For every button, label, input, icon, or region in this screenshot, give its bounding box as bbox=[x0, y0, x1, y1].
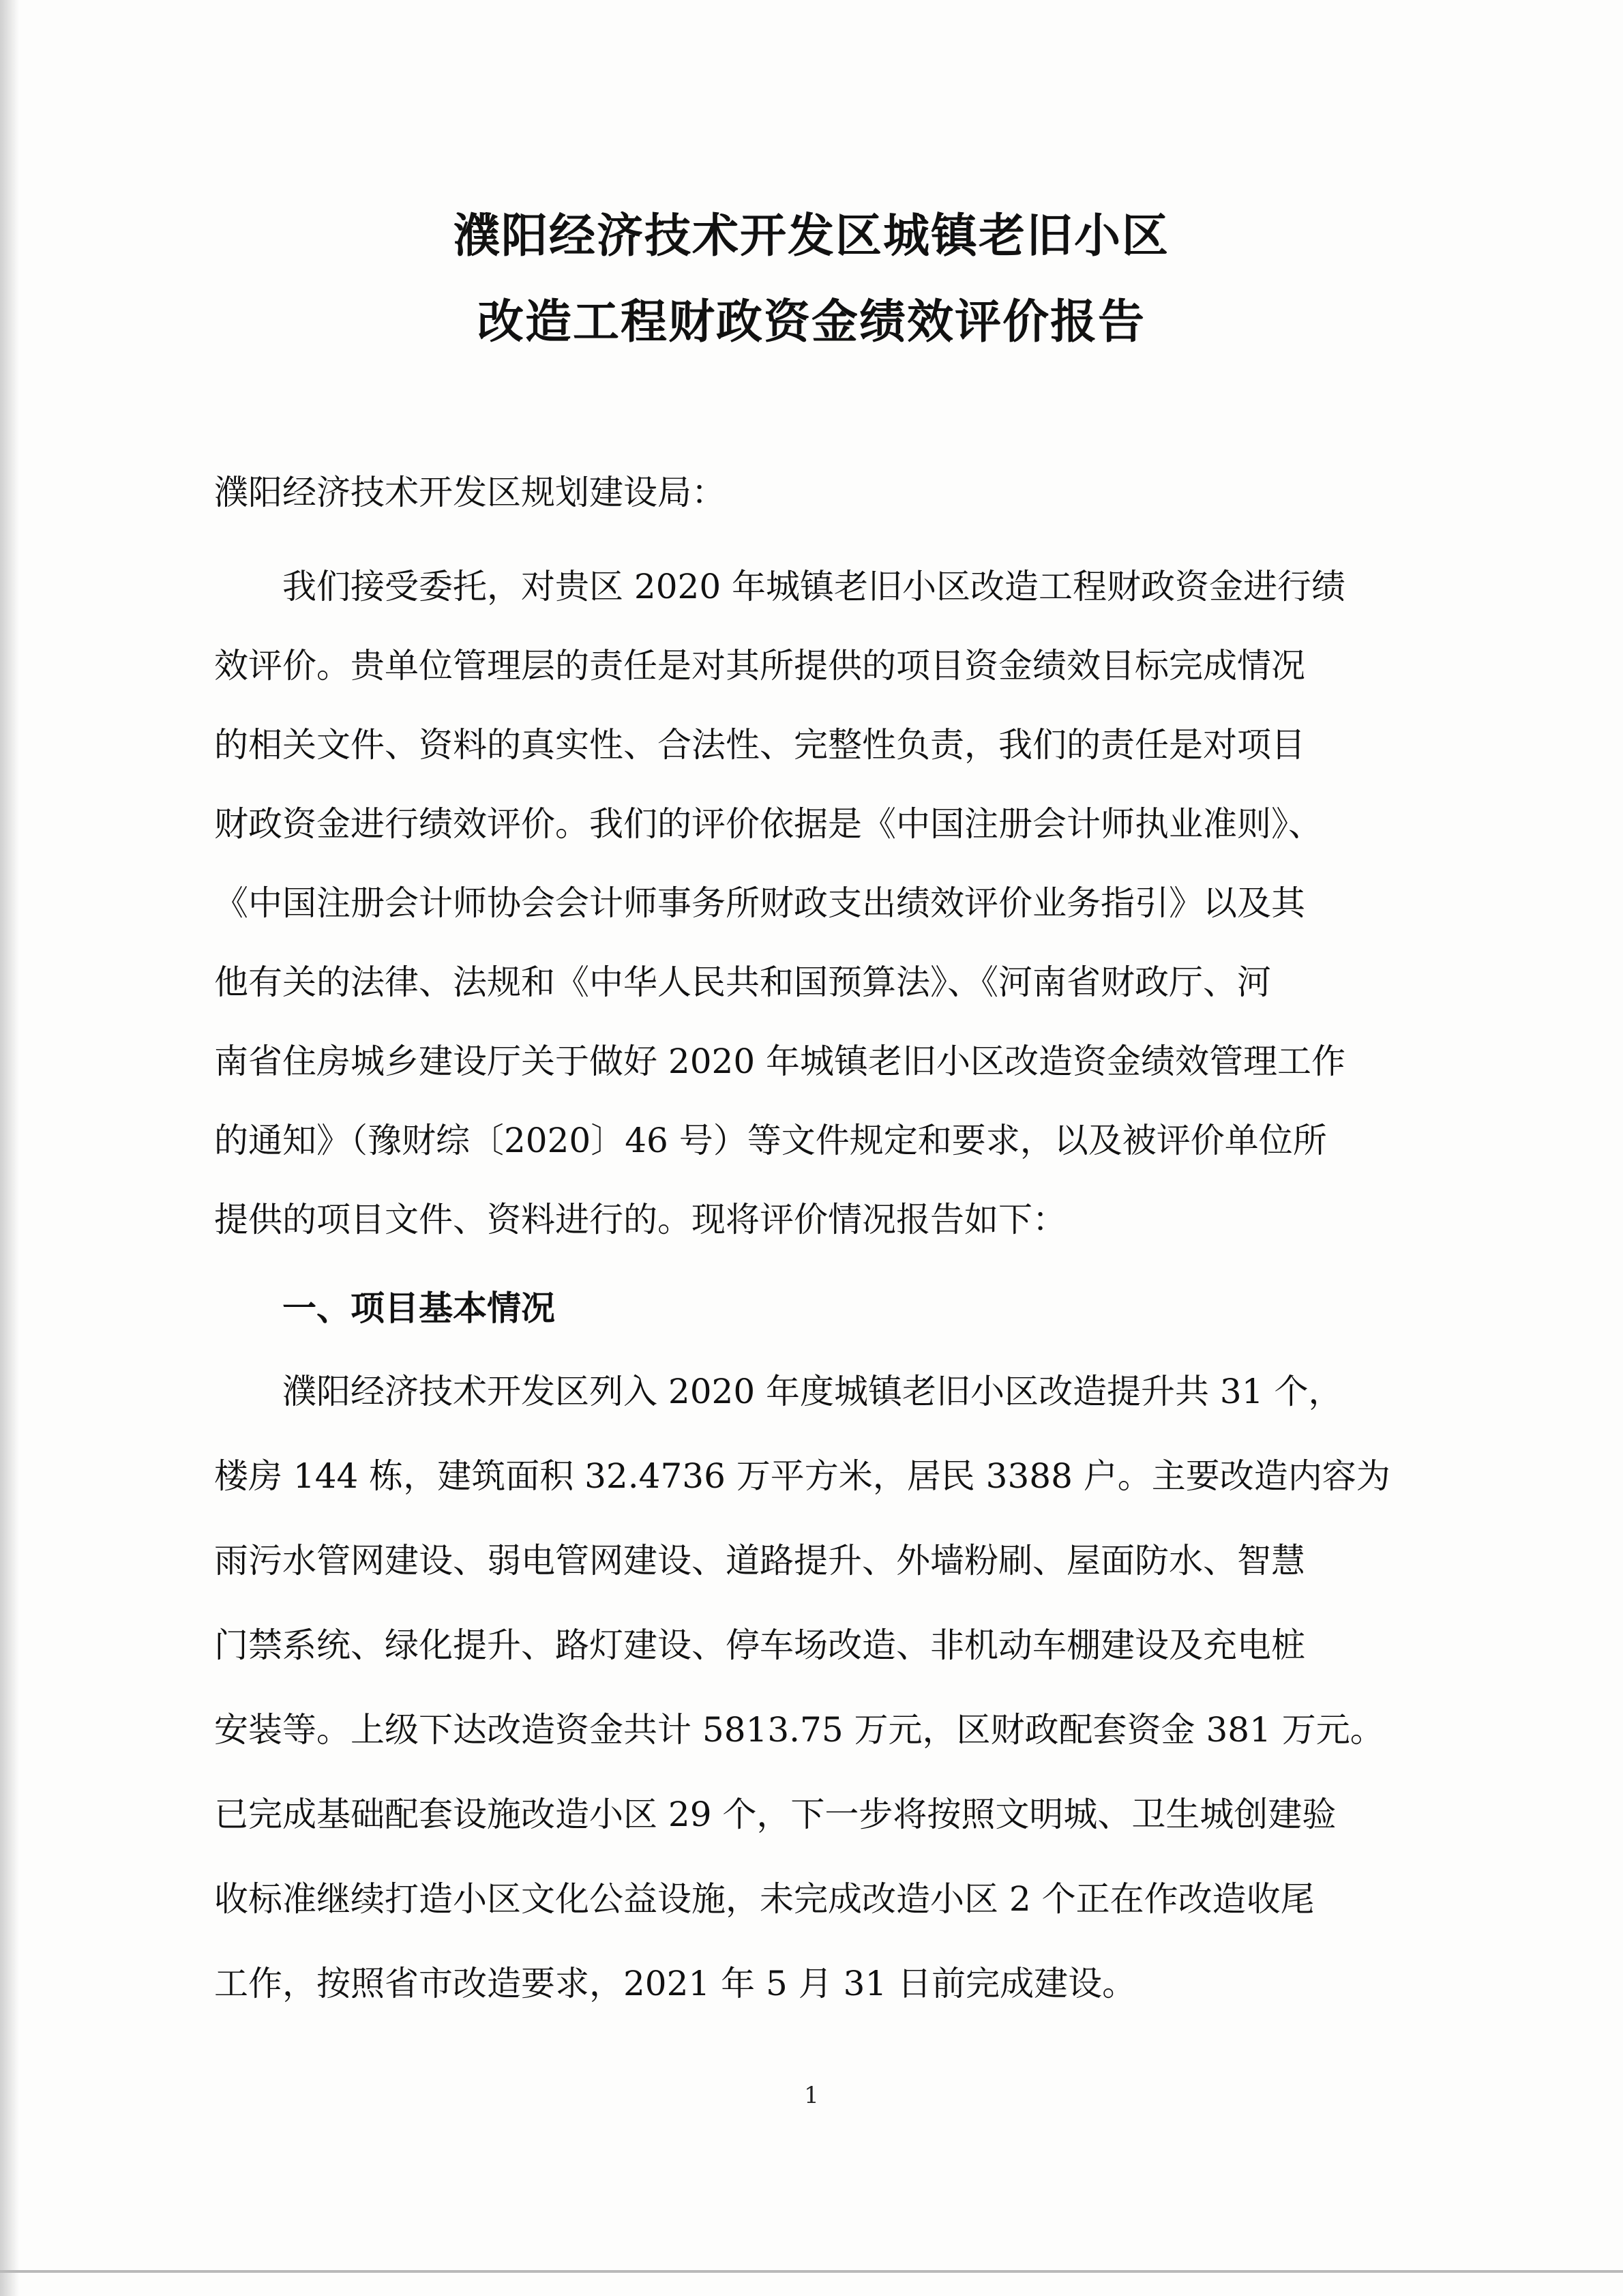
section-1-heading: 一、项目基本情况 bbox=[282, 1289, 555, 1328]
paragraph-2-line-1: 濮阳经济技术开发区列入 2020 年度城镇老旧小区改造提升共 31 个， bbox=[282, 1372, 1343, 1411]
paragraph-1-line-8: 的通知》（豫财综〔2020〕46 号）等文件规定和要求，以及被评价单位所 bbox=[214, 1121, 1327, 1160]
paragraph-1-line-6: 他有关的法律、法规和《中华人民共和国预算法》、《河南省财政厅、河 bbox=[214, 962, 1271, 1002]
paragraph-1-line-1: 我们接受委托，对贵区 2020 年城镇老旧小区改造工程财政资金进行绩 bbox=[282, 567, 1346, 606]
paragraph-1-line-5: 《中国注册会计师协会会计师事务所财政支出绩效评价业务指引》以及其 bbox=[214, 883, 1305, 923]
paragraph-1-line-2: 效评价。贵单位管理层的责任是对其所提供的项目资金绩效目标完成情况 bbox=[214, 646, 1305, 686]
report-title-line-1: 濮阳经济技术开发区城镇老旧小区 bbox=[453, 209, 1170, 263]
paragraph-2-line-6: 已完成基础配套设施改造小区 29 个，下一步将按照文明城、卫生城创建验 bbox=[214, 1795, 1337, 1834]
paragraph-2-line-4: 门禁系统、绿化提升、路灯建设、停车场改造、非机动车棚建设及充电桩 bbox=[214, 1625, 1305, 1665]
paragraph-2-line-2: 楼房 144 栋，建筑面积 32.4736 万平方米，居民 3388 户。主要改造内容为 bbox=[214, 1456, 1390, 1496]
paragraph-2-line-8: 工作，按照省市改造要求，2021 年 5 月 31 日前完成建设。 bbox=[214, 1964, 1137, 2003]
paragraph-2-line-5: 安装等。上级下达改造资金共计 5813.75 万元，区财政配套资金 381 万元。 bbox=[214, 1710, 1384, 1750]
paragraph-1-line-3: 的相关文件、资料的真实性、合法性、完整性负责，我们的责任是对项目 bbox=[214, 725, 1305, 765]
report-title-line-2: 改造工程财政资金绩效评价报告 bbox=[477, 295, 1146, 349]
paragraph-1-line-4: 财政资金进行绩效评价。我们的评价依据是《中国注册会计师执业准则》、 bbox=[214, 804, 1322, 844]
page-number: 1 bbox=[804, 2082, 819, 2109]
paragraph-2-line-3: 雨污水管网建设、弱电管网建设、道路提升、外墙粉刷、屋面防水、智慧 bbox=[214, 1541, 1305, 1580]
recipient-line: 濮阳经济技术开发区规划建设局： bbox=[214, 473, 726, 512]
paragraph-2-line-7: 收标准继续打造小区文化公益设施，未完成改造小区 2 个正在作改造收尾 bbox=[214, 1879, 1315, 1919]
paragraph-1-line-7: 南省住房城乡建设厅关于做好 2020 年城镇老旧小区改造资金绩效管理工作 bbox=[214, 1042, 1346, 1081]
paragraph-1-line-9: 提供的项目文件、资料进行的。现将评价情况报告如下： bbox=[214, 1200, 1067, 1239]
scan-bottom-edge bbox=[0, 2270, 1623, 2273]
